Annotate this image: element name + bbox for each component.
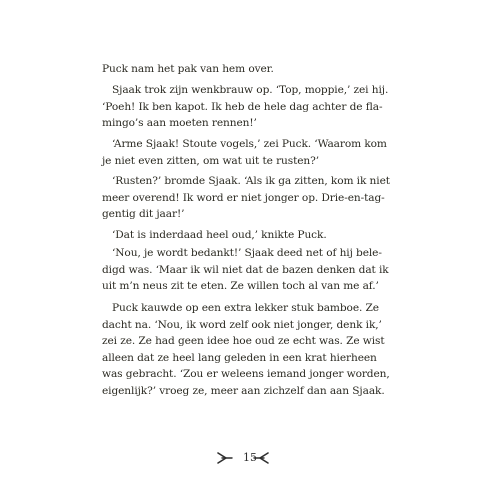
text-line: Puck kauwde op een extra lekker stuk bamboe. Ze (112, 302, 379, 314)
text-line: ‘Nou, je wordt bedankt!’ Sjaak deed net of hij bele- (112, 247, 382, 259)
text-line: dacht na. ‘Nou, ik word zelf ook niet jonger, denk ik,’ (102, 318, 382, 331)
paragraph (102, 171, 398, 225)
text-line: was gebracht. ‘Zou er weleens iemand jonger worden, (102, 368, 390, 381)
text-line: Sjaak trok zijn wenkbrauw op. ‘Top, moppie,’ zei hij. (112, 84, 389, 96)
text-line: uit m’n neus zit te eten. Ze willen toch al van me af.’ (102, 280, 379, 293)
text-line: zei ze. Ze had geen idee hoe oud ze echt was. Ze wist (102, 335, 385, 348)
page-number: 15 (243, 451, 257, 464)
text-line: digd was. ‘Maar ik wil niet dat de bazen denken dat ik (102, 263, 389, 276)
text-line: eigenlijk?’ vroeg ze, meer aan zichzelf dan aan Sjaak. (102, 385, 385, 397)
page-footer (0, 447, 500, 471)
paragraph (102, 59, 398, 80)
paragraph (102, 134, 398, 171)
paragraph (102, 80, 398, 134)
text-line: ‘Dat is inderdaad heel oud,’ knikte Puck. (112, 229, 327, 241)
paragraph (102, 243, 398, 298)
left-flourish-icon (216, 450, 234, 466)
text-line: ‘Arme Sjaak! Stoute vogels,’ zei Puck. ‘Waarom kom (112, 138, 387, 150)
right-flourish-icon (252, 450, 270, 466)
paragraph (102, 225, 398, 243)
text-line: je niet even zitten, om wat uit te rusten?’ (102, 154, 320, 167)
text-line: ‘Poeh! Ik ben kapot. Ik heb de hele dag achter de fla- (102, 100, 383, 113)
text-line: gentig dit jaar!’ (102, 208, 185, 221)
text-line: meer overend! Ik word er niet jonger op. Drie-en-tag- (102, 191, 385, 204)
body-text (102, 59, 398, 403)
text-line: mingo’s aan moeten rennen!’ (102, 117, 257, 130)
text-line: alleen dat ze heel lang geleden in een krat hierheen (102, 351, 377, 364)
text-line: ‘Rusten?’ bromde Sjaak. ‘Als ik ga zitten, kom ik niet (112, 175, 390, 187)
text-line: Puck nam het pak van hem over. (102, 63, 274, 75)
paragraph (102, 298, 398, 403)
